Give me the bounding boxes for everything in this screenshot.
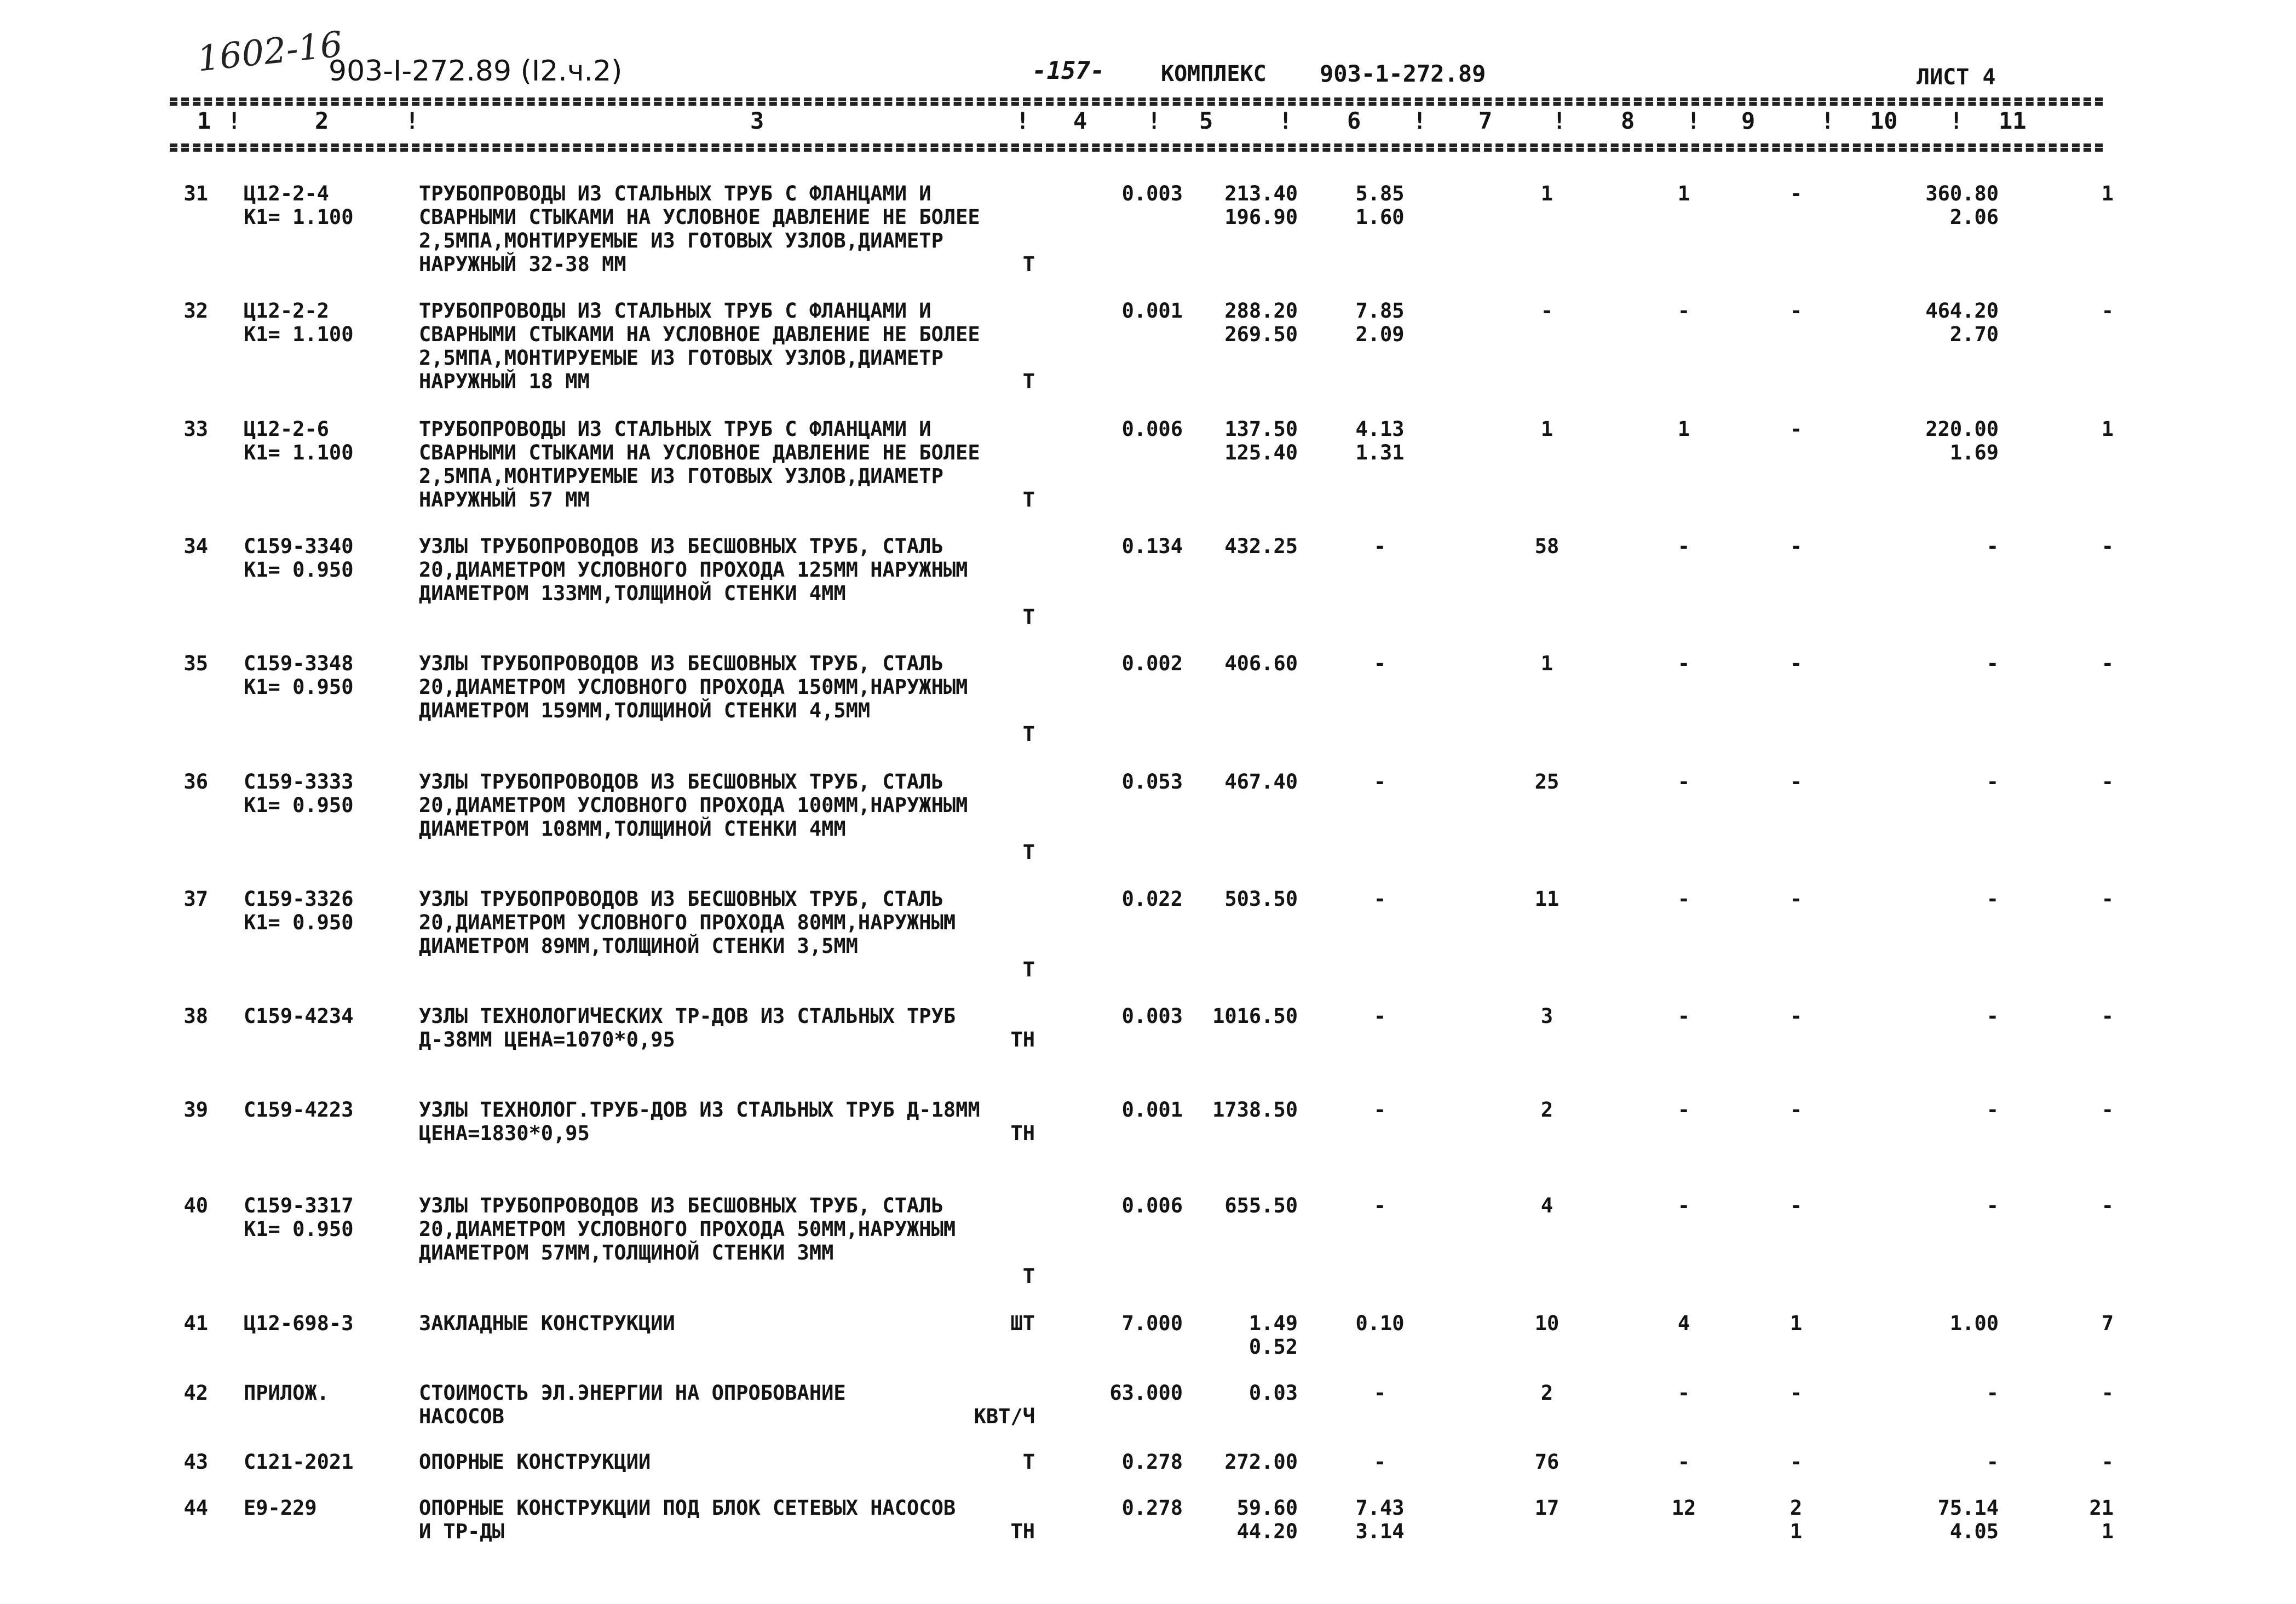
col-divider: !: [1821, 107, 1835, 134]
col-divider: !: [1147, 107, 1161, 134]
col-5-value: 0.03: [1248, 1381, 1298, 1405]
col-6-value: -: [1373, 1381, 1386, 1405]
row-number: 33: [183, 417, 208, 441]
col-divider: !: [227, 107, 241, 134]
col-6-value: -: [1373, 770, 1386, 794]
col-divider: !: [1016, 107, 1030, 134]
col-11-value: -: [2101, 1450, 2114, 1474]
col-8-value: -: [1677, 652, 1690, 675]
header-rule-top: [170, 97, 2103, 101]
work-description: УЗЛЫ ТРУБОПРОВОДОВ ИЗ БЕСШОВНЫХ ТРУБ, СТАЛЬ 20,ДИАМЕТРОМ УСЛОВНОГО ПРОХОДА 80ММ,НАРУЖНЫМ ДИАМЕТРОМ 89ММ,ТОЛЩИНОЙ СТЕНКИ 3,5ММ: [419, 887, 956, 958]
rate-code: С159-3340 K1= 0.950: [244, 534, 354, 582]
col-6-value: 5.85 1.60: [1355, 182, 1405, 229]
rate-code: Ц12-698-3: [244, 1312, 354, 1335]
rate-code: Ц12-2-2 K1= 1.100: [244, 299, 354, 346]
col-8-value: -: [1677, 887, 1690, 911]
col-9-value: -: [1789, 534, 1803, 558]
col-9-value: -: [1789, 1004, 1803, 1028]
col-10-value: -: [1986, 1098, 1999, 1122]
work-description: УЗЛЫ ТЕХНОЛОГ.ТРУБ-ДОВ ИЗ СТАЛЬНЫХ ТРУБ Д-18ММ ЦЕНА=1830*0,95: [419, 1098, 980, 1145]
col-divider: !: [1949, 107, 1964, 134]
col-6-value: -: [1373, 534, 1386, 558]
col-8-value: -: [1677, 1098, 1690, 1122]
col-11-value: -: [2101, 1194, 2114, 1217]
row-number: 43: [183, 1450, 208, 1474]
unit: Т: [1022, 958, 1035, 981]
quantity: 0.002: [1121, 652, 1183, 675]
col-5-value: 1016.50: [1212, 1004, 1298, 1028]
work-description: УЗЛЫ ТЕХНОЛОГИЧЕСКИХ ТР-ДОВ ИЗ СТАЛЬНЫХ ТРУБ Д-38ММ ЦЕНА=1070*0,95: [419, 1004, 956, 1051]
col-6-value: -: [1373, 1450, 1386, 1474]
col-header-3: 3: [750, 107, 764, 134]
col-7-value: 1: [1540, 652, 1553, 675]
col-divider: !: [1413, 107, 1427, 134]
col-9-value: -: [1789, 417, 1803, 441]
col-7-value: 76: [1534, 1450, 1560, 1474]
col-6-value: -: [1373, 652, 1386, 675]
rate-code: С159-4223: [244, 1098, 354, 1122]
col-divider: !: [1687, 107, 1701, 134]
rate-code: Ц12-2-4 K1= 1.100: [244, 182, 354, 229]
header-rule-bottom: [170, 143, 2103, 147]
col-10-value: -: [1986, 1004, 1999, 1028]
col-10-value: 1.00: [1949, 1312, 1999, 1335]
quantity: 0.278: [1121, 1450, 1183, 1474]
col-9-value: -: [1789, 1098, 1803, 1122]
rate-code: Ц12-2-6 K1= 1.100: [244, 417, 354, 464]
col-9-value: -: [1789, 652, 1803, 675]
col-10-value: -: [1986, 1194, 1999, 1217]
quantity: 7.000: [1121, 1312, 1183, 1335]
col-8-value: 12: [1671, 1496, 1696, 1520]
quantity: 63.000: [1109, 1381, 1183, 1405]
col-divider: !: [405, 107, 419, 134]
work-description: СТОИМОСТЬ ЭЛ.ЭНЕРГИИ НА ОПРОБОВАНИЕ НАСОСОВ: [419, 1381, 846, 1428]
row-number: 38: [183, 1004, 208, 1028]
col-11-value: -: [2101, 299, 2114, 323]
col-7-value: -: [1540, 299, 1553, 323]
col-8-value: -: [1677, 299, 1690, 323]
col-10-value: 220.00 1.69: [1925, 417, 1999, 464]
col-header-7: 7: [1478, 107, 1493, 134]
col-5-value: 288.20 269.50: [1224, 299, 1298, 346]
row-number: 41: [183, 1312, 208, 1335]
col-10-value: 75.14 4.05: [1937, 1496, 1999, 1543]
col-5-value: 1.49 0.52: [1248, 1312, 1298, 1359]
col-9-value: -: [1789, 299, 1803, 323]
col-11-value: -: [2101, 1098, 2114, 1122]
row-number: 32: [183, 299, 208, 323]
col-7-value: 1: [1540, 182, 1553, 205]
col-6-value: 7.85 2.09: [1355, 299, 1405, 346]
col-11-value: -: [2101, 887, 2114, 911]
rate-code: С159-3333 K1= 0.950: [244, 770, 354, 817]
col-5-value: 467.40: [1224, 770, 1298, 794]
col-8-value: -: [1677, 534, 1690, 558]
quantity: 0.001: [1121, 1098, 1183, 1122]
col-6-value: -: [1373, 887, 1386, 911]
col-7-value: 2: [1540, 1098, 1553, 1122]
col-8-value: -: [1677, 1450, 1690, 1474]
page-marker: -157-: [1032, 57, 1105, 85]
col-7-value: 2: [1540, 1381, 1553, 1405]
col-header-10: 10: [1870, 107, 1898, 134]
col-9-value: -: [1789, 1450, 1803, 1474]
work-description: ОПОРНЫЕ КОНСТРУКЦИИ: [419, 1450, 651, 1474]
col-6-value: 0.10: [1355, 1312, 1405, 1335]
doc-code: 903-I-272.89 (I2.ч.2): [329, 55, 623, 88]
complex-label: КОМПЛЕКС: [1161, 61, 1267, 87]
col-5-value: 432.25: [1224, 534, 1298, 558]
col-header-2: 2: [315, 107, 329, 134]
work-description: ТРУБОПРОВОДЫ ИЗ СТАЛЬНЫХ ТРУБ С ФЛАНЦАМИ И СВАРНЫМИ СТЫКАМИ НА УСЛОВНОЕ ДАВЛЕНИЕ НЕ БОЛЕЕ 2,5МПА,МОНТИРУЕМЫЕ ИЗ ГОТОВЫХ УЗЛОВ,ДИАМЕТР НАРУЖНЫЙ 57 ММ: [419, 417, 980, 511]
rate-code: Е9-229: [244, 1496, 317, 1520]
col-10-value: -: [1986, 770, 1999, 794]
col-7-value: 11: [1534, 887, 1560, 911]
col-10-value: -: [1986, 534, 1999, 558]
col-divider: !: [1279, 107, 1293, 134]
col-header-11: 11: [1999, 107, 2027, 134]
unit: Т: [1022, 841, 1035, 864]
col-9-value: -: [1789, 770, 1803, 794]
col-5-value: 59.60 44.20: [1236, 1496, 1298, 1543]
col-5-value: 1738.50: [1212, 1098, 1298, 1122]
col-6-value: -: [1373, 1194, 1386, 1217]
row-number: 31: [183, 182, 208, 205]
col-10-value: 464.20 2.70: [1925, 299, 1999, 346]
unit: ТН: [1010, 1028, 1035, 1051]
col-divider: !: [1552, 107, 1567, 134]
col-9-value: 2 1: [1789, 1496, 1803, 1543]
col-11-value: 7: [2101, 1312, 2114, 1335]
unit: Т: [1022, 252, 1035, 276]
rate-code: С159-3326 K1= 0.950: [244, 887, 354, 934]
work-description: УЗЛЫ ТРУБОПРОВОДОВ ИЗ БЕСШОВНЫХ ТРУБ, СТАЛЬ 20,ДИАМЕТРОМ УСЛОВНОГО ПРОХОДА 100ММ,НАРУЖНЫМ ДИАМЕТРОМ 108ММ,ТОЛЩИНОЙ СТЕНКИ 4ММ: [419, 770, 968, 841]
row-number: 37: [183, 887, 208, 911]
col-5-value: 213.40 196.90: [1224, 182, 1298, 229]
quantity: 0.006: [1121, 417, 1183, 441]
col-10-value: 360.80 2.06: [1925, 182, 1999, 229]
unit: Т: [1022, 1450, 1035, 1474]
work-description: ТРУБОПРОВОДЫ ИЗ СТАЛЬНЫХ ТРУБ С ФЛАНЦАМИ И СВАРНЫМИ СТЫКАМИ НА УСЛОВНОЕ ДАВЛЕНИЕ НЕ БОЛЕЕ 2,5МПА,МОНТИРУЕМЫЕ ИЗ ГОТОВЫХ УЗЛОВ,ДИАМЕТР НАРУЖНЫЙ 32-38 ММ: [419, 182, 980, 276]
work-description: ЗАКЛАДНЫЕ КОНСТРУКЦИИ: [419, 1312, 675, 1335]
quantity: 0.001: [1121, 299, 1183, 323]
col-9-value: 1: [1789, 1312, 1803, 1335]
col-8-value: 4: [1677, 1312, 1690, 1335]
unit: Т: [1022, 488, 1035, 511]
row-number: 40: [183, 1194, 208, 1217]
unit: КВТ/Ч: [974, 1405, 1035, 1428]
unit: Т: [1022, 1264, 1035, 1288]
col-7-value: 10: [1534, 1312, 1560, 1335]
col-8-value: 1: [1677, 182, 1690, 205]
col-10-value: -: [1986, 652, 1999, 675]
work-description: УЗЛЫ ТРУБОПРОВОДОВ ИЗ БЕСШОВНЫХ ТРУБ, СТАЛЬ 20,ДИАМЕТРОМ УСЛОВНОГО ПРОХОДА 150ММ,НАРУЖНЫМ ДИАМЕТРОМ 159ММ,ТОЛЩИНОЙ СТЕНКИ 4,5ММ: [419, 652, 968, 722]
handwritten-note: 1602-16: [195, 24, 345, 80]
unit: ТН: [1010, 1520, 1035, 1543]
col-8-value: -: [1677, 1194, 1690, 1217]
unit: Т: [1022, 722, 1035, 746]
row-number: 42: [183, 1381, 208, 1405]
work-description: ОПОРНЫЕ КОНСТРУКЦИИ ПОД БЛОК СЕТЕВЫХ НАСОСОВ И ТР-ДЫ: [419, 1496, 956, 1543]
work-description: УЗЛЫ ТРУБОПРОВОДОВ ИЗ БЕСШОВНЫХ ТРУБ, СТАЛЬ 20,ДИАМЕТРОМ УСЛОВНОГО ПРОХОДА 125ММ НАРУЖНЫМ ДИАМЕТРОМ 133ММ,ТОЛЩИНОЙ СТЕНКИ 4ММ: [419, 534, 968, 605]
col-10-value: -: [1986, 887, 1999, 911]
unit: ШТ: [1010, 1312, 1035, 1335]
col-11-value: -: [2101, 534, 2114, 558]
col-7-value: 17: [1534, 1496, 1560, 1520]
col-5-value: 406.60: [1224, 652, 1298, 675]
quantity: 0.006: [1121, 1194, 1183, 1217]
row-number: 39: [183, 1098, 208, 1122]
col-5-value: 137.50 125.40: [1224, 417, 1298, 464]
rate-code: С159-3348 K1= 0.950: [244, 652, 354, 699]
col-6-value: 7.43 3.14: [1355, 1496, 1405, 1543]
col-5-value: 272.00: [1224, 1450, 1298, 1474]
col-8-value: -: [1677, 1004, 1690, 1028]
work-description: УЗЛЫ ТРУБОПРОВОДОВ ИЗ БЕСШОВНЫХ ТРУБ, СТАЛЬ 20,ДИАМЕТРОМ УСЛОВНОГО ПРОХОДА 50ММ,НАРУЖНЫМ ДИАМЕТРОМ 57ММ,ТОЛЩИНОЙ СТЕНКИ 3ММ: [419, 1194, 956, 1264]
col-header-5: 5: [1199, 107, 1213, 134]
col-11-value: -: [2101, 770, 2114, 794]
header-rule-bottom2: [170, 148, 2103, 152]
col-11-value: -: [2101, 1381, 2114, 1405]
row-number: 44: [183, 1496, 208, 1520]
quantity: 0.003: [1121, 182, 1183, 205]
col-7-value: 25: [1534, 770, 1560, 794]
quantity: 0.134: [1121, 534, 1183, 558]
col-11-value: -: [2101, 652, 2114, 675]
col-11-value: 1: [2101, 417, 2114, 441]
col-5-value: 503.50: [1224, 887, 1298, 911]
quantity: 0.278: [1121, 1496, 1183, 1520]
row-number: 34: [183, 534, 208, 558]
col-7-value: 3: [1540, 1004, 1553, 1028]
col-8-value: 1: [1677, 417, 1690, 441]
col-9-value: -: [1789, 1194, 1803, 1217]
unit: Т: [1022, 370, 1035, 393]
complex-code: 903-1-272.89: [1320, 60, 1486, 87]
rate-code: ПРИЛОЖ.: [244, 1381, 329, 1405]
col-5-value: 655.50: [1224, 1194, 1298, 1217]
col-6-value: -: [1373, 1098, 1386, 1122]
col-6-value: 4.13 1.31: [1355, 417, 1405, 464]
col-7-value: 58: [1534, 534, 1560, 558]
quantity: 0.003: [1121, 1004, 1183, 1028]
rate-code: С159-4234: [244, 1004, 354, 1028]
col-10-value: -: [1986, 1381, 1999, 1405]
rate-code: С159-3317 K1= 0.950: [244, 1194, 354, 1241]
col-8-value: -: [1677, 770, 1690, 794]
sheet-number: ЛИСТ 4: [1917, 65, 1996, 90]
quantity: 0.053: [1121, 770, 1183, 794]
col-header-1: 1: [197, 107, 211, 134]
header-rule-mid: [170, 102, 2103, 106]
col-9-value: -: [1789, 182, 1803, 205]
unit: ТН: [1010, 1122, 1035, 1145]
col-header-8: 8: [1621, 107, 1635, 134]
col-8-value: -: [1677, 1381, 1690, 1405]
col-11-value: 21 1: [2089, 1496, 2114, 1543]
rate-code: С121-2021: [244, 1450, 354, 1474]
col-header-4: 4: [1073, 107, 1087, 134]
col-7-value: 4: [1540, 1194, 1553, 1217]
col-header-9: 9: [1741, 107, 1756, 134]
col-header-6: 6: [1347, 107, 1361, 134]
col-6-value: -: [1373, 1004, 1386, 1028]
col-9-value: -: [1789, 1381, 1803, 1405]
col-11-value: -: [2101, 1004, 2114, 1028]
col-9-value: -: [1789, 887, 1803, 911]
work-description: ТРУБОПРОВОДЫ ИЗ СТАЛЬНЫХ ТРУБ С ФЛАНЦАМИ И СВАРНЫМИ СТЫКАМИ НА УСЛОВНОЕ ДАВЛЕНИЕ НЕ БОЛЕЕ 2,5МПА,МОНТИРУЕМЫЕ ИЗ ГОТОВЫХ УЗЛОВ,ДИАМЕТР НАРУЖНЫЙ 18 ММ: [419, 299, 980, 393]
unit: Т: [1022, 605, 1035, 629]
col-7-value: 1: [1540, 417, 1553, 441]
quantity: 0.022: [1121, 887, 1183, 911]
row-number: 35: [183, 652, 208, 675]
col-10-value: -: [1986, 1450, 1999, 1474]
col-11-value: 1: [2101, 182, 2114, 205]
row-number: 36: [183, 770, 208, 794]
